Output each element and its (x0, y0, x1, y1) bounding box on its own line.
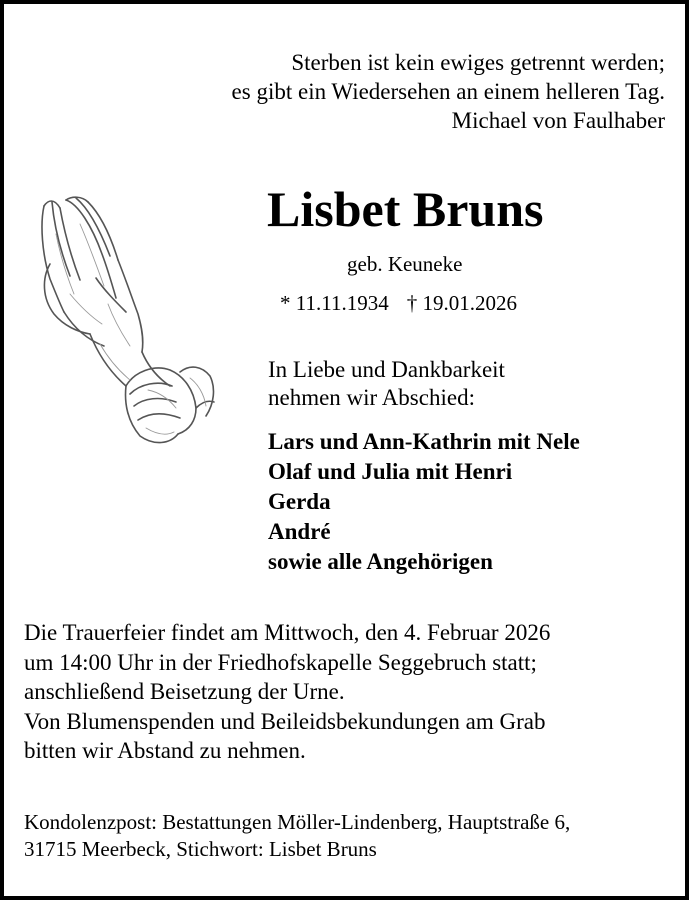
ceremony-line: Die Trauerfeier findet am Mittwoch, den 4. Februar 2026 (24, 620, 551, 645)
maiden-name: geb. Keuneke (347, 252, 463, 276)
mourner-entry: Gerda (268, 489, 331, 514)
birth-date: * 11.11.1934 (280, 291, 389, 315)
farewell-text (268, 356, 505, 412)
quote-block (232, 48, 665, 135)
quote-author: Michael von Faulhaber (451, 108, 665, 133)
praying-hands-icon (30, 194, 220, 449)
farewell-line: nehmen wir Abschied: (268, 385, 475, 410)
ceremony-line: bitten wir Abstand zu nehmen. (24, 738, 306, 763)
farewell-line: In Liebe und Dankbarkeit (268, 357, 505, 382)
mourners-list (268, 427, 580, 577)
condolence-line: Kondolenzpost: Bestattungen Möller-Lindenberg, Hauptstraße 6, (24, 810, 571, 834)
mourner-entry: Lars und Ann-Kathrin mit Nele (268, 429, 580, 454)
mourner-entry: sowie alle Angehörigen (268, 549, 493, 574)
ceremony-line: Von Blumenspenden und Beileidsbekundungen am Grab (24, 708, 546, 734)
mourner-entry: André (268, 519, 331, 544)
condolence-address (24, 809, 570, 863)
ceremony-info (24, 618, 550, 766)
death-date: † 19.01.2026 (406, 291, 517, 315)
quote-line: es gibt ein Wiedersehen an einem helleren Tag. (231, 79, 665, 104)
mourner-entry: Olaf und Julia mit Henri (268, 459, 513, 484)
ceremony-line: anschließend Beisetzung der Urne. (24, 679, 345, 704)
quote-line: Sterben ist kein ewiges getrennt werden; (291, 50, 665, 75)
deceased-name: Lisbet Bruns (267, 181, 544, 237)
condolence-line: 31715 Meerbeck, Stichwort: Lisbet Bruns (24, 837, 377, 861)
life-dates (280, 289, 517, 317)
ceremony-line: um 14:00 Uhr in der Friedhofskapelle Seggebruch statt; (24, 649, 537, 675)
